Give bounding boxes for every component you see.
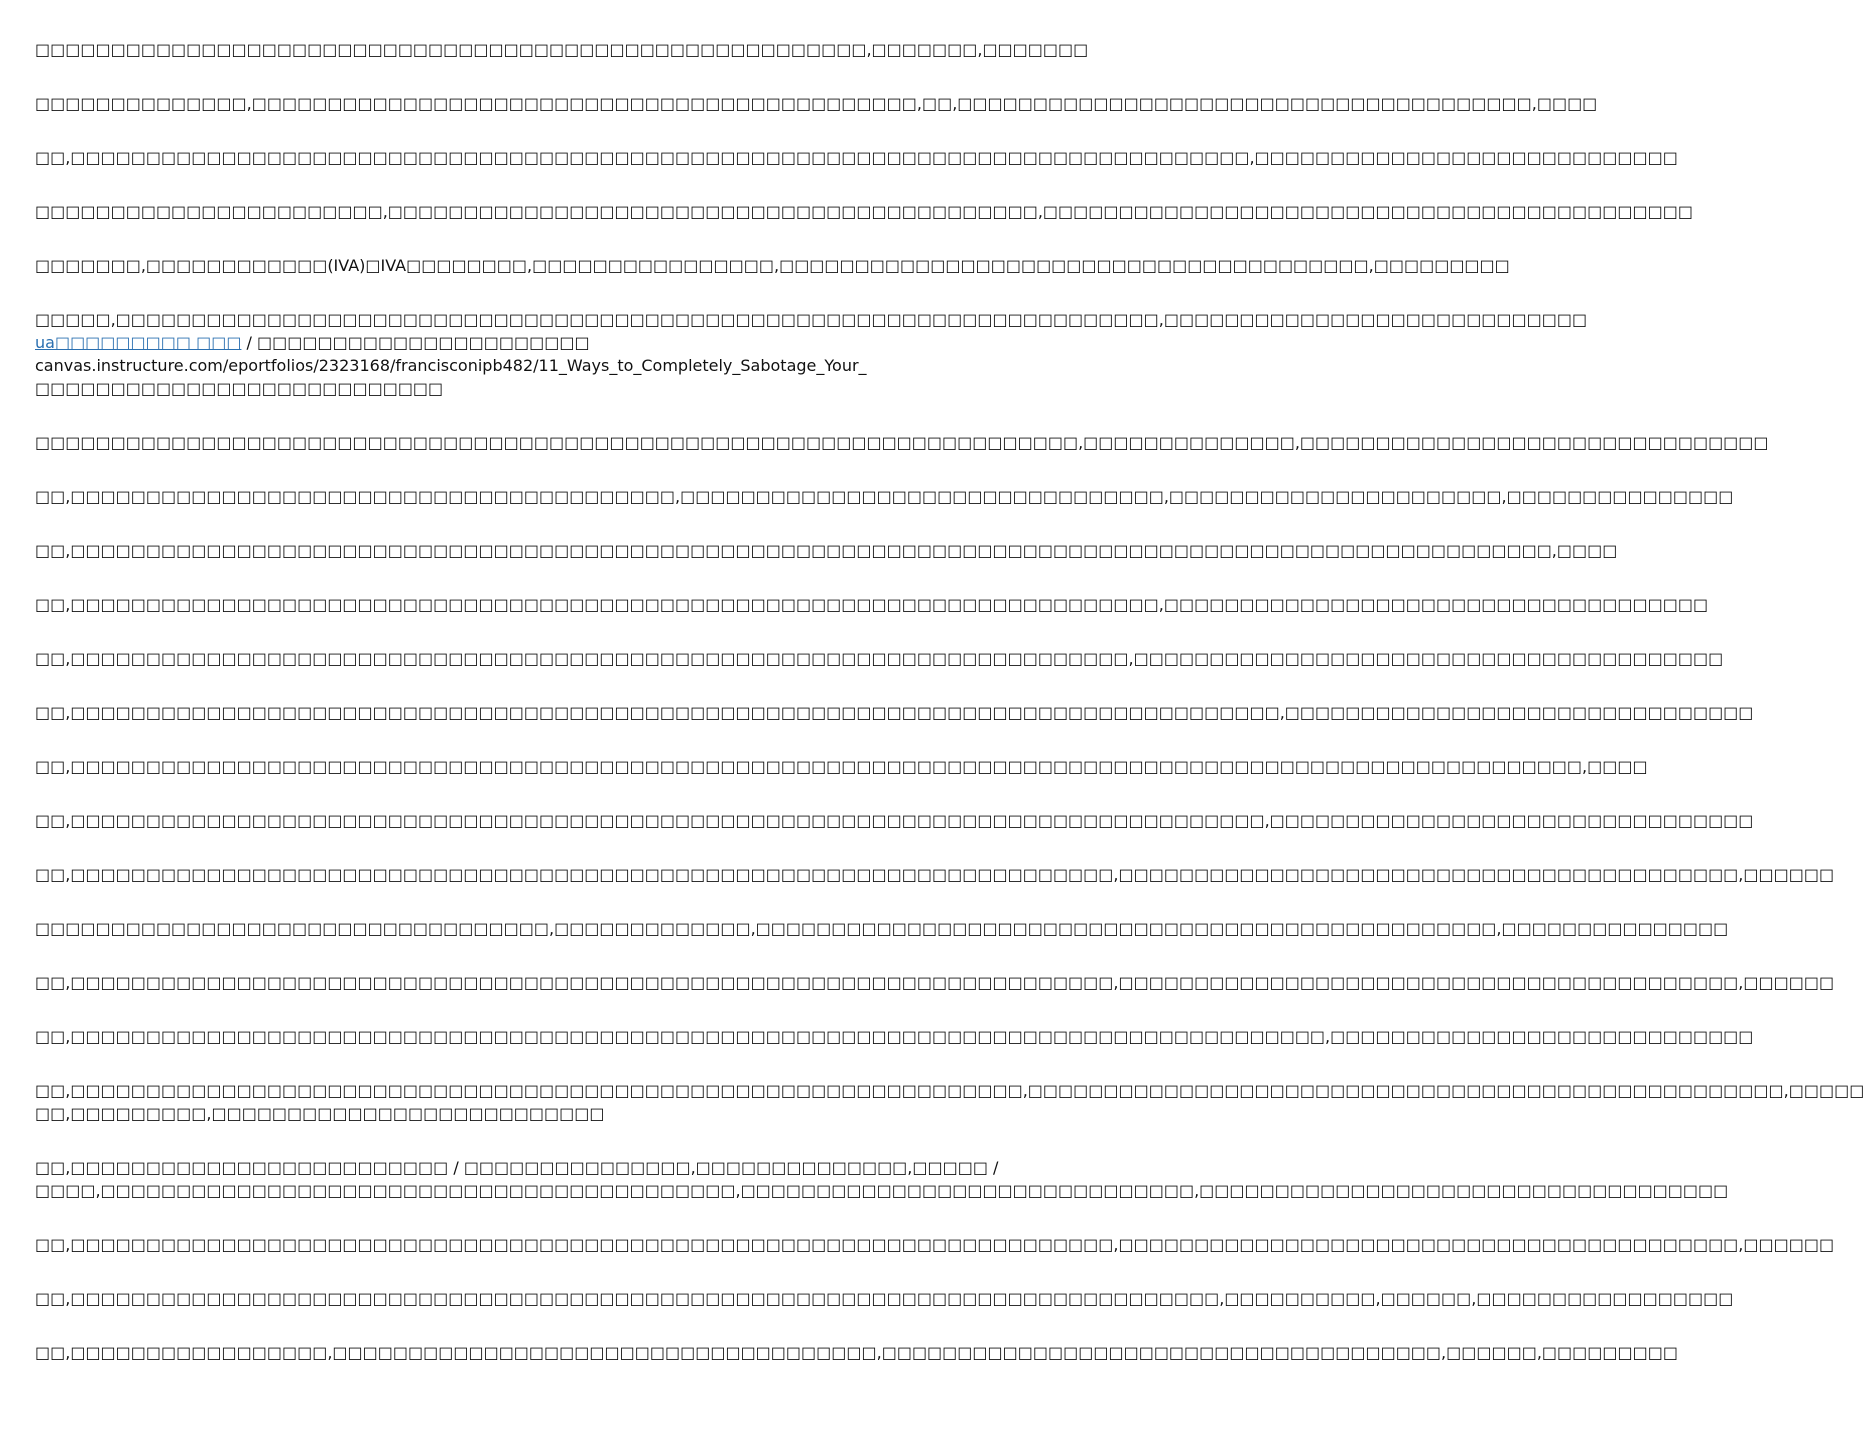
paragraph-20 bbox=[35, 1156, 1729, 1202]
paragraph-5: □□□□□□□,□□□□□□□□□□□□(IVA)□IVA□□□□□□□□,□□□□□□□□□□□□□□□□,□□□□□□□□□□□□□□□□□□□□□□□□□□□□□□□□□□□□□□□,□□□□□□□□□ bbox=[35, 256, 1510, 275]
article-link[interactable]: ua□□□□□□□□□ □□□ bbox=[35, 333, 242, 352]
paragraph-line: □□□□□,□□□□□□□□□□□□□□□□□□□□□□□□□□□□□□□□□□□□□□□□□□□□□□□□□□□□□□□□□□□□□□□□□□□□□,□□□□□□□□□□□□□□□□□□□□□□□□□□□□ bbox=[35, 310, 1588, 329]
paragraph-15: □□,□□□□□□□□□□□□□□□□□□□□□□□□□□□□□□□□□□□□□□□□□□□□□□□□□□□□□□□□□□□□□□□□□□□□□,□□□□□□□□□□□□□□□□□□□□□□□□□□□□□□□□□□□□□□□□□,□□□□□□ bbox=[35, 865, 1835, 884]
paragraph-line: □□□□,□□□□□□□□□□□□□□□□□□□□□□□□□□□□□□□□□□□□□□□□□□,□□□□□□□□□□□□□□□□□□□□□□□□□□□□□□,□□□□□□□□□□□□□□□□□□□□□□□□□□□□□□□□□□□ bbox=[35, 1181, 1729, 1200]
paragraph-line: □□,□□□□□□□□□,□□□□□□□□□□□□□□□□□□□□□□□□□□ bbox=[35, 1104, 605, 1123]
paragraph-16: □□□□□□□□□□□□□□□□□□□□□□□□□□□□□□□□□□,□□□□□□□□□□□□□,□□□□□□□□□□□□□□□□□□□□□□□□□□□□□□□□□□□□□□□□□□□□□□□□□,□□□□□□□□□□□□□□□ bbox=[35, 919, 1729, 938]
paragraph-with-link bbox=[35, 308, 1588, 400]
paragraph-4: □□□□□□□□□□□□□□□□□□□□□□□,□□□□□□□□□□□□□□□□□□□□□□□□□□□□□□□□□□□□□□□□□□□,□□□□□□□□□□□□□□□□□□□□□□□□□□□□□□□□□□□□□□□□□□□ bbox=[35, 202, 1693, 221]
paragraph-11: □□,□□□□□□□□□□□□□□□□□□□□□□□□□□□□□□□□□□□□□□□□□□□□□□□□□□□□□□□□□□□□□□□□□□□□□□,□□□□□□□□□□□□□□□□□□□□□□□□□□□□□□□□□□□□□□□ bbox=[35, 649, 1724, 668]
paragraph-19 bbox=[35, 1079, 1864, 1125]
paragraph-23: □□,□□□□□□□□□□□□□□□□□,□□□□□□□□□□□□□□□□□□□□□□□□□□□□□□□□□□□□,□□□□□□□□□□□□□□□□□□□□□□□□□□□□□□□□□□□□□,□□□□□□,□□□□□□□□□ bbox=[35, 1343, 1678, 1362]
paragraph-22: □□,□□□□□□□□□□□□□□□□□□□□□□□□□□□□□□□□□□□□□□□□□□□□□□□□□□□□□□□□□□□□□□□□□□□□□□□□□□□□,□□□□□□□□□□,□□□□□□,□□□□□□□□□□□□□□□□□ bbox=[35, 1289, 1734, 1308]
paragraph-14: □□,□□□□□□□□□□□□□□□□□□□□□□□□□□□□□□□□□□□□□□□□□□□□□□□□□□□□□□□□□□□□□□□□□□□□□□□□□□□□□□□,□□□□□□□□□□□□□□□□□□□□□□□□□□□□□□□□ bbox=[35, 811, 1754, 830]
paragraph-line: □□,□□□□□□□□□□□□□□□□□□□□□□□□□□□□□□□□□□□□□□□□□□□□□□□□□□□□□□□□□□□□□□□,□□□□□□□□□□□□□□□□□□□□□□□□□□□□□□□□□□□□□□□□□□□□□□□□□□,□□□□□ bbox=[35, 1081, 1864, 1100]
link-line bbox=[35, 331, 990, 354]
paragraph-7: □□□□□□□□□□□□□□□□□□□□□□□□□□□□□□□□□□□□□□□□□□□□□□□□□□□□□□□□□□□□□□□□□□□□□,□□□□□□□□□□□□□□,□□□□□□□□□□□□□□□□□□□□□□□□□□□□□□□ bbox=[35, 433, 1769, 452]
document-body bbox=[35, 38, 1864, 1395]
paragraph-12: □□,□□□□□□□□□□□□□□□□□□□□□□□□□□□□□□□□□□□□□□□□□□□□□□□□□□□□□□□□□□□□□□□□□□□□□□□□□□□□□□□□,□□□□□□□□□□□□□□□□□□□□□□□□□□□□□□□ bbox=[35, 703, 1754, 722]
url-text: canvas.instructure.com/eportfolios/2323168/francisconipb482/11_Ways_to_Completely_Sabotage_Your_ bbox=[35, 356, 867, 375]
paragraph-8: □□,□□□□□□□□□□□□□□□□□□□□□□□□□□□□□□□□□□□□□□□□,□□□□□□□□□□□□□□□□□□□□□□□□□□□□□□□□,□□□□□□□□□□□□□□□□□□□□□□,□□□□□□□□□□□□□□□ bbox=[35, 487, 1734, 506]
paragraph-2: □□□□□□□□□□□□□□,□□□□□□□□□□□□□□□□□□□□□□□□□□□□□□□□□□□□□□□□□□□□,□□,□□□□□□□□□□□□□□□□□□□□□□□□□□□□□□□□□□□□□□,□□□□ bbox=[35, 94, 1598, 113]
paragraph-17: □□,□□□□□□□□□□□□□□□□□□□□□□□□□□□□□□□□□□□□□□□□□□□□□□□□□□□□□□□□□□□□□□□□□□□□□,□□□□□□□□□□□□□□□□□□□□□□□□□□□□□□□□□□□□□□□□□,□□□□□□ bbox=[35, 973, 1835, 992]
paragraph-21: □□,□□□□□□□□□□□□□□□□□□□□□□□□□□□□□□□□□□□□□□□□□□□□□□□□□□□□□□□□□□□□□□□□□□□□□,□□□□□□□□□□□□□□□□□□□□□□□□□□□□□□□□□□□□□□□□□,□□□□□□ bbox=[35, 1235, 1835, 1254]
paragraph-3: □□,□□□□□□□□□□□□□□□□□□□□□□□□□□□□□□□□□□□□□□□□□□□□□□□□□□□□□□□□□□□□□□□□□□□□□□□□□□□□□□,□□□□□□□□□□□□□□□□□□□□□□□□□□□□ bbox=[35, 148, 1678, 167]
paragraph-1: □□□□□□□□□□□□□□□□□□□□□□□□□□□□□□□□□□□□□□□□□□□□□□□□□□□□□□□,□□□□□□□,□□□□□□□ bbox=[35, 40, 1089, 59]
paragraph-10: □□,□□□□□□□□□□□□□□□□□□□□□□□□□□□□□□□□□□□□□□□□□□□□□□□□□□□□□□□□□□□□□□□□□□□□□□□□,□□□□□□□□□□□□□□□□□□□□□□□□□□□□□□□□□□□□ bbox=[35, 595, 1709, 614]
paragraph-9: □□,□□□□□□□□□□□□□□□□□□□□□□□□□□□□□□□□□□□□□□□□□□□□□□□□□□□□□□□□□□□□□□□□□□□□□□□□□□□□□□□□□□□□□□□□□□□□□□□□□□,□□□□ bbox=[35, 541, 1618, 560]
paragraph-line: □□□□□□□□□□□□□□□□□□□□□□□□□□□ bbox=[35, 379, 444, 398]
paragraph-line: □□,□□□□□□□□□□□□□□□□□□□□□□□□□ / □□□□□□□□□□□□□□□,□□□□□□□□□□□□□□,□□□□□ / bbox=[35, 1158, 999, 1177]
paragraph-13: □□,□□□□□□□□□□□□□□□□□□□□□□□□□□□□□□□□□□□□□□□□□□□□□□□□□□□□□□□□□□□□□□□□□□□□□□□□□□□□□□□□□□□□□□□□□□□□□□□□□□□□,□□□□ bbox=[35, 757, 1648, 776]
paragraph-18: □□,□□□□□□□□□□□□□□□□□□□□□□□□□□□□□□□□□□□□□□□□□□□□□□□□□□□□□□□□□□□□□□□□□□□□□□□□□□□□□□□□□□□,□□□□□□□□□□□□□□□□□□□□□□□□□□□□ bbox=[35, 1027, 1754, 1046]
link-suffix-text: / □□□□□□□□□□□□□□□□□□□□□□ bbox=[241, 333, 590, 352]
